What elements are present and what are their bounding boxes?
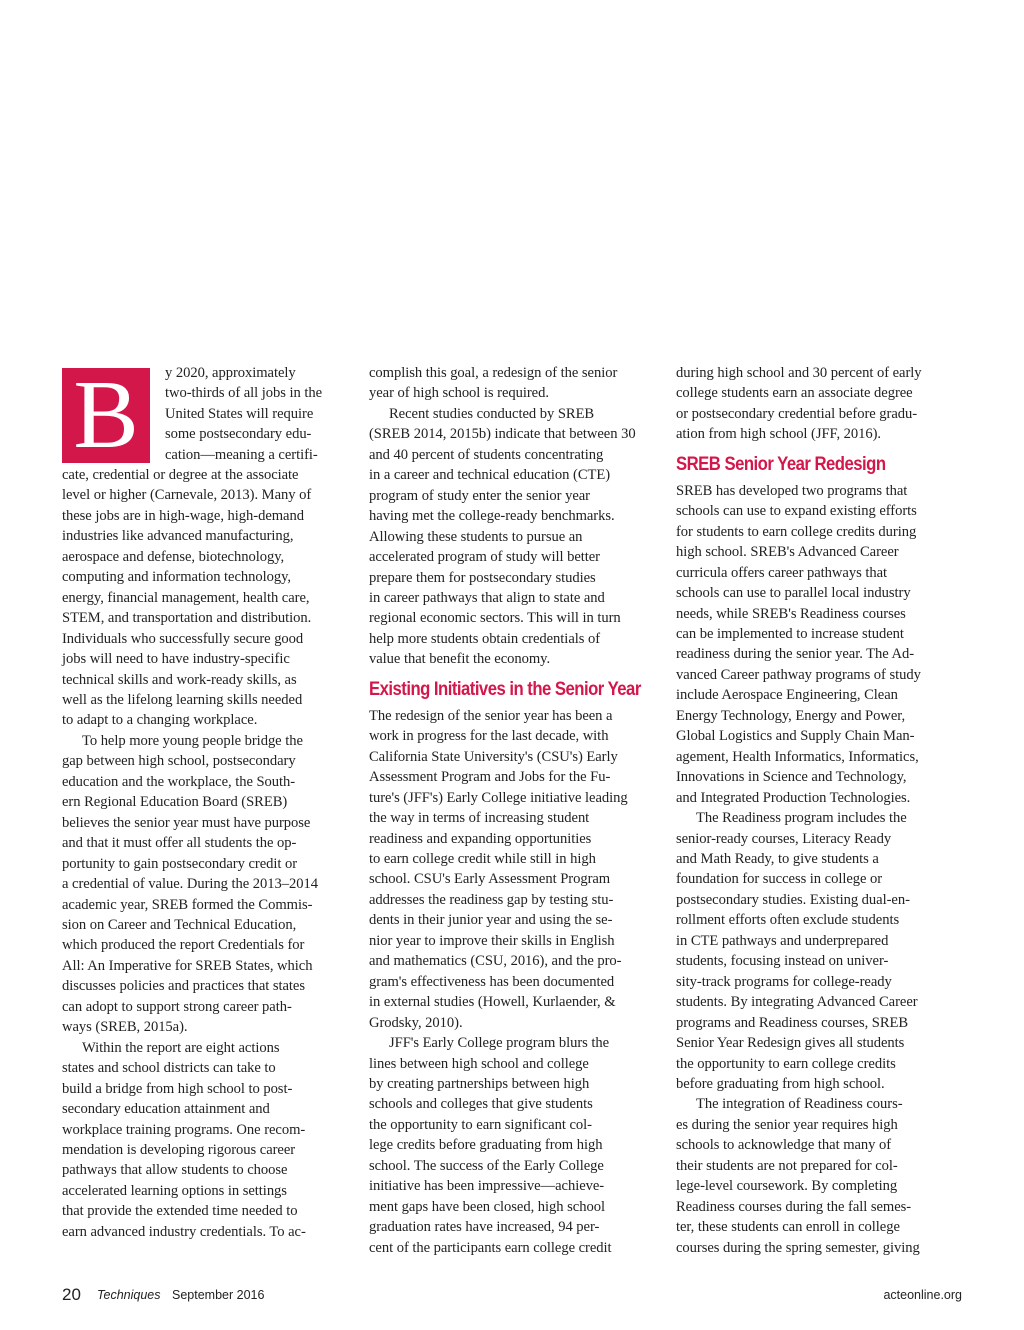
text-line: Global Logistics and Supply Chain Man- (676, 728, 915, 745)
text-line: and 40 percent of students concentrating (369, 446, 604, 463)
text-line: students, focusing instead on univer- (676, 953, 889, 970)
text-line: gap between high school, postsecondary (62, 753, 296, 770)
text-line: Recent studies conducted by SREB (389, 405, 595, 422)
text-line: JFF's Early College program blurs the (389, 1035, 610, 1052)
text-line: y 2020, approximately (165, 365, 296, 381)
text-line: schools can use to parallel local industry (676, 585, 911, 602)
text-line: in a career and technical education (CTE) (369, 467, 611, 484)
text-line: help more students obtain credentials of (369, 630, 601, 647)
text-line: senior-ready courses, Literacy Ready (676, 830, 892, 847)
text-line: cation—meaning a certifi- (165, 446, 318, 463)
text-line: some postsecondary edu- (165, 426, 312, 443)
text-line: Readiness courses during the fall semes- (676, 1198, 912, 1215)
text-line: cent of the participants earn college credit (369, 1239, 612, 1256)
text-line: having met the college-ready benchmarks. (369, 508, 615, 525)
text-line: schools to acknowledge that many of (676, 1137, 892, 1154)
text-line: Individuals who successfully secure good (62, 630, 304, 647)
text-line: Innovations in Science and Technology, (676, 769, 907, 786)
text-line: initiative has been impressive—achieve- (369, 1178, 605, 1195)
page-number: 20 (62, 1285, 81, 1304)
text-line: sion on Career and Technical Education, (62, 916, 297, 933)
heading-sreb-senior-year-redesign: SREB Senior Year Redesign (676, 453, 886, 475)
text-line: The redesign of the senior year has been a (369, 707, 613, 724)
text-line: year of high school is required. (369, 385, 549, 402)
text-line: prepare them for postsecondary studies (369, 569, 596, 586)
text-line: in CTE pathways and underprepared (676, 932, 889, 949)
column-3-body-b (676, 481, 966, 1258)
text-line: cate, credential or degree at the associate (62, 467, 299, 483)
text-line: regional economic sectors. This will in turn (369, 610, 621, 627)
text-line: and that it must offer all students the op- (62, 835, 297, 852)
text-line: and Math Ready, to give students a (676, 850, 879, 867)
text-line: SREB has developed two programs that (676, 482, 908, 499)
text-line: school. CSU's Early Assessment Program (369, 871, 611, 888)
column-3-body-a (676, 363, 966, 445)
text-line: earn advanced industry credentials. To ac- (62, 1223, 306, 1240)
intro-lines (165, 363, 322, 465)
text-line: build a bridge from high school to post- (62, 1080, 293, 1097)
text-line: dents in their junior year and using the se- (369, 912, 613, 929)
text-line: secondary education attainment and (62, 1101, 270, 1118)
text-line: ment gaps have been closed, high school (369, 1198, 605, 1215)
text-line: ture's (JFF's) Early College initiative leading (369, 789, 628, 806)
text-line: Energy Technology, Energy and Power, (676, 707, 906, 724)
text-line: the opportunity to earn significant col- (369, 1116, 592, 1133)
text-line: college students earn an associate degree (676, 385, 913, 402)
text-line: STEM, and transportation and distribution. (62, 610, 312, 627)
text-line: postsecondary studies. Existing dual-en- (676, 891, 910, 908)
text-line: addresses the readiness gap by testing stu- (369, 891, 614, 908)
text-line: foundation for success in college or (676, 871, 883, 888)
text-line: agement, Health Informatics, Informatics, (676, 748, 919, 765)
text-line: ern Regional Education Board (SREB) (62, 794, 288, 811)
text-line: The Readiness program includes the (696, 810, 907, 827)
text-line: rollment efforts often exclude students (676, 912, 900, 929)
text-line: a credential of value. During the 2013–2014 (62, 876, 318, 893)
text-line: complish this goal, a redesign of the senior (369, 365, 618, 381)
text-line: graduation rates have increased, 94 per- (369, 1219, 600, 1236)
text-line: Allowing these students to pursue an (369, 528, 583, 545)
text-line: these jobs are in high-wage, high-demand (62, 507, 304, 524)
text-line: can be implemented to increase student (676, 625, 904, 642)
text-line: jobs will need to have industry-specific (62, 651, 290, 668)
article-column-1 (62, 363, 352, 1242)
text-line: readiness during the senior year. The Ad- (676, 646, 915, 663)
text-line: courses during the spring semester, giving (676, 1239, 920, 1256)
text-line: schools and colleges that give students (369, 1096, 593, 1113)
text-line: during high school and 30 percent of early (676, 365, 922, 381)
text-line: academic year, SREB formed the Commis- (62, 896, 313, 913)
text-line: mendation is developing rigorous career (62, 1141, 296, 1158)
text-line: To help more young people bridge the (82, 732, 303, 749)
column-2-body-a (369, 363, 659, 670)
text-line: schools can use to expand existing efforts (676, 503, 917, 520)
text-line: which produced the report Credentials for (62, 937, 305, 954)
text-line: ways (SREB, 2015a). (62, 1019, 188, 1036)
text-line: can adopt to support strong career path- (62, 998, 292, 1015)
text-line: curricula offers career pathways that (676, 564, 887, 581)
text-line: level or higher (Carnevale, 2013). Many of (62, 487, 312, 504)
text-line: two-thirds of all jobs in the (165, 385, 323, 402)
text-line: Grodsky, 2010). (369, 1014, 463, 1031)
text-line: lege credits before graduating from high (369, 1137, 603, 1154)
text-line: believes the senior year must have purpose (62, 814, 311, 831)
publication-name: Techniques (97, 1288, 161, 1302)
text-line: by creating partnerships between high (369, 1075, 590, 1092)
article-column-3 (676, 363, 966, 1258)
text-line: aerospace and defense, biotechnology, (62, 548, 285, 565)
text-line: sity-track programs for college-ready (676, 973, 892, 990)
text-line: All: An Imperative for SREB States, which (62, 957, 313, 974)
text-line: and mathematics (CSU, 2016), and the pro- (369, 953, 622, 970)
text-line: work in progress for the last decade, with (369, 728, 609, 745)
text-line: Assessment Program and Jobs for the Fu- (369, 769, 611, 786)
text-line: readiness and expanding opportunities (369, 830, 592, 847)
text-line: high school. SREB's Advanced Career (676, 544, 899, 561)
text-line: in external studies (Howell, Kurlaender, & (369, 994, 616, 1011)
text-line: their students are not prepared for col- (676, 1157, 898, 1174)
text-line: for students to earn college credits during (676, 523, 917, 540)
text-line: that provide the extended time needed to (62, 1203, 298, 1220)
text-line: vanced Career pathway programs of study (676, 666, 921, 683)
text-line: The integration of Readiness cours- (696, 1096, 903, 1113)
article-column-2 (369, 363, 659, 1258)
text-line: well as the lifelong learning skills needed (62, 691, 303, 708)
text-line: California State University's (CSU's) Early (369, 748, 618, 765)
text-line: before graduating from high school. (676, 1075, 885, 1092)
text-line: discusses policies and practices that states (62, 978, 305, 995)
text-line: to adapt to a changing workplace. (62, 712, 258, 729)
column-1-body (62, 465, 352, 1242)
drop-cap-block (62, 361, 352, 469)
text-line: nior year to improve their skills in English (369, 932, 615, 949)
column-2-body-b (369, 706, 659, 1258)
text-line: lines between high school and college (369, 1055, 589, 1072)
text-line: Senior Year Redesign gives all students (676, 1035, 905, 1052)
text-line: portunity to gain postsecondary credit or (62, 855, 298, 872)
text-line: or postsecondary credential before gradu- (676, 405, 918, 422)
text-line: states and school districts can take to (62, 1060, 276, 1077)
website-url: acteonline.org (883, 1288, 962, 1302)
text-line: program of study enter the senior year (369, 487, 590, 504)
text-line: education and the workplace, the South- (62, 773, 296, 790)
text-line: and Integrated Production Technologies. (676, 789, 911, 806)
text-line: Within the report are eight actions (82, 1039, 280, 1056)
heading-existing-initiatives: Existing Initiatives in the Senior Year (369, 678, 641, 700)
text-line: ter, these students can enroll in college (676, 1219, 900, 1236)
text-line: the opportunity to earn college credits (676, 1055, 896, 1072)
text-line: school. The success of the Early College (369, 1157, 604, 1174)
text-line: computing and information technology, (62, 569, 292, 586)
text-line: workplace training programs. One recom- (62, 1121, 306, 1138)
issue-date: September 2016 (172, 1288, 265, 1302)
text-line: students. By integrating Advanced Career (676, 994, 918, 1011)
text-line: value that benefit the economy. (369, 651, 551, 668)
text-line: ation from high school (JFF, 2016). (676, 426, 882, 443)
text-line: the way in terms of increasing student (369, 810, 590, 827)
text-line: United States will require (165, 405, 314, 422)
text-line: to earn college credit while still in high (369, 850, 596, 867)
text-line: accelerated program of study will better (369, 549, 600, 566)
text-line: accelerated learning options in settings (62, 1182, 287, 1199)
text-line: in career pathways that align to state and (369, 589, 605, 606)
text-line: pathways that allow students to choose (62, 1162, 288, 1179)
text-line: es during the senior year requires high (676, 1116, 898, 1133)
text-line: industries like advanced manufacturing, (62, 528, 294, 545)
text-line: needs, while SREB's Readiness courses (676, 605, 906, 622)
text-line: technical skills and work-ready skills, as (62, 671, 297, 688)
text-line: energy, financial management, health care, (62, 589, 310, 606)
text-line: (SREB 2014, 2015b) indicate that between 30 (369, 426, 636, 443)
drop-cap: B (62, 368, 150, 463)
text-line: gram's effectiveness has been documented (369, 973, 615, 990)
text-line: lege-level coursework. By completing (676, 1178, 898, 1195)
text-line: programs and Readiness courses, SREB (676, 1014, 909, 1031)
page-footer (62, 1285, 962, 1307)
text-line: include Aerospace Engineering, Clean (676, 687, 898, 704)
